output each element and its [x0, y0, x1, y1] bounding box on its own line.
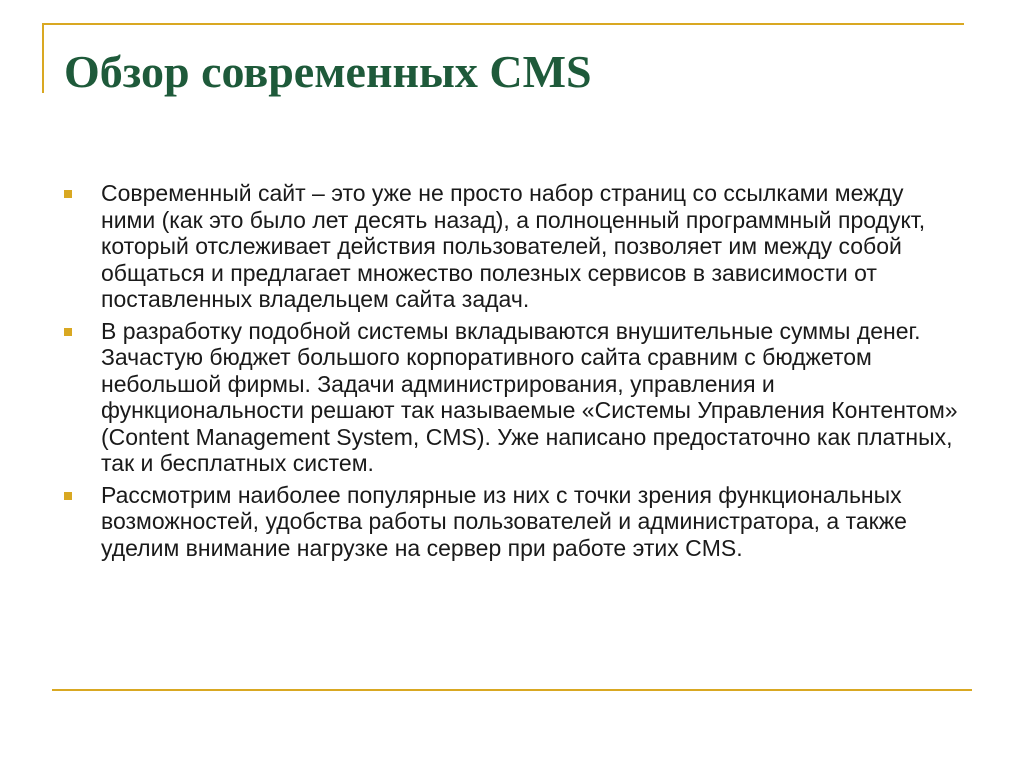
frame-bottom-line [52, 689, 972, 691]
square-bullet-icon [64, 492, 72, 500]
bullet-item [64, 180, 964, 313]
square-bullet-icon [64, 328, 72, 336]
bullet-text: В разработку подобной системы вкладываются внушительные суммы денег. Зачастую бюджет большого корпоративного сайта сравним с бюджетом небольшой фирмы. Задачи администрирования, управления и функциональности решают так называемые «Системы Управления Контентом» (Content Management System, CMS). Уже написано предостаточно как платных, так и бесплатных систем. [101, 317, 958, 476]
frame-top-line [42, 23, 964, 25]
bullet-text: Рассмотрим наиболее популярные из них с точки зрения функциональных возможностей, удобства работы пользователей и администратора, а также уделим внимание нагрузке на сервер при работе этих CMS. [101, 481, 907, 561]
bullet-list [64, 180, 964, 566]
frame-left-line [42, 23, 44, 93]
slide-title: Обзор современных CMS [64, 46, 592, 97]
bullet-text: Современный сайт – это уже не просто набор страниц со ссылками между ними (как это было лет десять назад), а полноценный программный продукт, который отслеживает действия пользователей, позволяет им между собой общаться и предлагает множество полезных сервисов в зависимости от поставленных владельцем сайта задач. [101, 180, 926, 312]
bullet-item [64, 318, 964, 477]
square-bullet-icon [64, 190, 72, 198]
bullet-item [64, 482, 964, 562]
